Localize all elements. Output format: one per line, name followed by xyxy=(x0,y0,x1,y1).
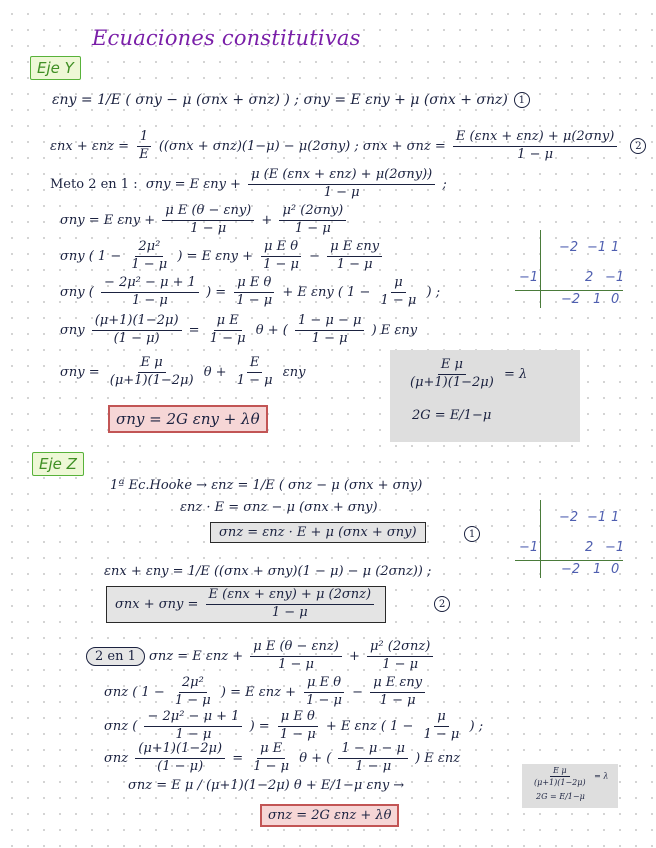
shear-modulus-definition: 2G = E/1−μ xyxy=(536,792,585,801)
equation-text: σnz = εnz · E + μ (σnx + σny) xyxy=(219,525,417,540)
matrix-cell: −2 xyxy=(559,240,579,255)
matrix-cell: −2 xyxy=(561,562,581,577)
equation-z-8: σnz = E μ / (μ+1)(1−2μ) θ + E/1−μ εny → xyxy=(128,778,405,793)
section-tag-z: Eje Z xyxy=(32,452,84,476)
equation-z-6: σnz ( $\frac{\text{− 2μ² − μ + 1}}{1 - \mu}$ ) = $\frac{\text{μ E θ}}{1 - \mu}$ + E εnz ( 1 − $\frac{\mu}{1 - \mu}$ ) ; xyxy=(104,709,484,742)
shear-modulus-definition: 2G = E/1−μ xyxy=(412,408,492,423)
matrix-cell: −1 xyxy=(519,270,539,285)
equation-number: 2 xyxy=(434,596,450,612)
equation-number: 2 xyxy=(630,138,646,154)
matrix-cell: −2 xyxy=(559,510,579,525)
matrix-cell: −1 xyxy=(587,240,607,255)
matrix-cell: 1 xyxy=(611,510,620,525)
equation-y-6: σny ( $\frac{\text{− 2μ² − μ + 1}}{1 - \mu}$ ) = $\frac{\text{μ E θ}}{1 - \mu}$ + E εny ( 1 − $\frac{\mu}{1 - \mu}$ ) ; xyxy=(60,275,441,308)
lambda-definition: $\frac{\text{E μ}}{(\mu+1)(1-2\mu)}$ = λ xyxy=(534,766,609,788)
equation-text: ((σnx + σnz)(1−μ) − μ(2σny) ; σnx + σnz = xyxy=(158,138,446,154)
lambda-definition-panel-y xyxy=(390,350,580,442)
equation-text: σny = E εny + xyxy=(145,176,241,192)
fraction: $\frac{\text{μ (E (εnx + εnz) + μ(2σny))}}{1 - \mu}$ xyxy=(248,168,435,201)
matrix-cell: −2 xyxy=(561,292,581,307)
equation-y-3: Meto 2 en 1 : σny = E εny + $\frac{\text{μ (E (εnx + εnz) + μ(2σny))}}{1 - \mu}$ ; xyxy=(50,167,447,200)
matrix-cell: −1 xyxy=(605,540,625,555)
matrix-cell: 2 xyxy=(585,540,594,555)
result-box-z: σnz = 2G εnz + λθ xyxy=(260,804,399,827)
matrix-cell: −1 xyxy=(605,270,625,285)
equation-z-3: εnx + εny = 1/E ((σnx + σny)(1 − μ) − μ (2σnz)) ; xyxy=(104,564,432,579)
equation-y-5: σny ( 1 − $\frac{\text{2μ²}}{1 - \mu}$ ) = E εny + $\frac{\text{μ E θ}}{1 - \mu}$ − $\frac{\text{μ E εny}}{1 - \mu}$ xyxy=(60,240,385,273)
equation-z-5: σnz ( 1 − $\frac{\text{2μ²}}{1 - \mu}$ ) = E εnz + $\frac{\text{μ E θ}}{1 - \mu}$ − $\frac{\text{μ E εny}}{1 - \mu}$ xyxy=(104,676,428,709)
step-label: 2 en 1 xyxy=(86,647,145,666)
section-tag-y: Eje Y xyxy=(30,56,81,80)
matrix-cell: −1 xyxy=(519,540,539,555)
matrix-cell: 1 xyxy=(611,240,620,255)
equation-z-1: 1ª Ec.Hooke → εnz = 1/E ( σnz − μ (σnx + σny) xyxy=(110,478,423,493)
equation-number: 1 xyxy=(464,526,480,542)
equation-y-7: σny $\frac{(\mu+1)(1-2\mu)}{(1 - \mu)}$ = $\frac{\text{μ E}}{1 - \mu}$ θ + ( $\frac{1 - \mu - \mu}{1 - \mu}$ ) E εny xyxy=(60,313,418,346)
sign-matrix-z xyxy=(515,500,625,580)
step-label: Meto 2 en 1 : xyxy=(50,176,138,192)
equation-box-z-2: σnx + σny = $\frac{\text{E (εnx + εny) + μ (2σnz)}}{1 - \mu}$ xyxy=(106,586,386,623)
result-box-y: σny = 2G εny + λθ xyxy=(108,405,268,433)
lambda-definition: $\frac{\text{E μ}}{(\mu+1)(1-2\mu)}$ = λ xyxy=(410,357,528,390)
matrix-cell: 2 xyxy=(585,270,594,285)
matrix-cell: 1 xyxy=(593,562,602,577)
fraction: $\frac{\text{E (εnx + εnz) + μ(2σny)}}{1 - \mu}$ xyxy=(453,130,617,163)
matrix-cell: 1 xyxy=(593,292,602,307)
sign-matrix-y xyxy=(515,230,625,310)
equation-box-z-1 xyxy=(210,522,426,543)
matrix-cell: 0 xyxy=(611,292,620,307)
equation-text: εny = 1/E ( σny − μ (σnx + σnz) ) ; σny = E εny + μ (σnx + σnz) xyxy=(52,92,508,108)
page-title: Ecuaciones constitutivas xyxy=(92,26,361,50)
fraction: $\frac{1}{E}$ xyxy=(136,130,152,163)
equation-z-4: 2 en 1 σnz = E εnz + $\frac{\text{μ E (θ − εnz)}}{1 - \mu}$ + $\frac{\text{μ² (2σnz)}}{1 - \mu}$ xyxy=(86,640,436,673)
matrix-cell: 0 xyxy=(611,562,620,577)
equation-z-2: εnz · E = σnz − μ (σnx + σny) xyxy=(180,500,378,515)
equation-y-2 xyxy=(50,130,646,163)
equation-z-7: σnz $\frac{(\mu+1)(1-2\mu)}{(1 - \mu)}$ = $\frac{\text{μ E}}{1 - \mu}$ θ + ( $\frac{1 - \mu - \mu}{1 - \mu}$ ) E εnz xyxy=(104,741,461,774)
equation-text: εnx + εnz = xyxy=(50,138,130,154)
equation-y-1 xyxy=(52,92,530,108)
equation-y-4: σny = E εny + $\frac{\text{μ E (θ − εny)}}{1 - \mu}$ + $\frac{\text{μ² (2σny)}}{1 - \mu}$ xyxy=(60,204,349,237)
equation-y-8: σny = $\frac{\text{E μ}}{(\mu+1)(1-2\mu)}$ θ + $\frac{E}{1 - \mu}$ εny xyxy=(60,355,306,388)
equation-number: 1 xyxy=(514,92,530,108)
lambda-definition-panel-z xyxy=(522,764,618,808)
matrix-cell: −1 xyxy=(587,510,607,525)
